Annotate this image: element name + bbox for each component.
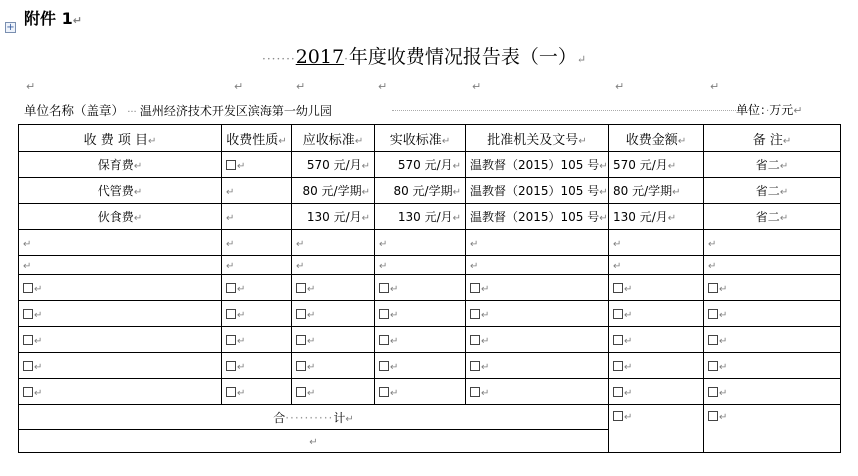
checkbox-icon: [708, 335, 718, 345]
header-fee-nature: 收费性质↵: [222, 125, 292, 152]
table-row-empty: ↵ ↵ ↵ ↵ ↵ ↵ ↵: [19, 275, 841, 301]
checkbox-icon: [379, 387, 389, 397]
checkbox-icon: [296, 335, 306, 345]
checkbox-icon: [613, 387, 623, 397]
cell-remarks: 省二↵: [704, 204, 841, 230]
checkbox-icon: [23, 309, 33, 319]
table-row: [19, 178, 841, 204]
checkbox-icon: [379, 361, 389, 371]
cell-fee-item: 伙食费↵: [19, 204, 222, 230]
table-row: [19, 204, 841, 230]
cell-actual-standard: 570 元/月↵: [375, 152, 466, 178]
checkbox-icon: [613, 335, 623, 345]
checkbox-icon: [296, 387, 306, 397]
cell-fee-item: 保育费↵: [19, 152, 222, 178]
checkbox-icon: [379, 335, 389, 345]
table-row: [19, 152, 841, 178]
unit-name-value: 温州经济技术开发区滨海第一幼儿园: [139, 104, 332, 118]
report-year: 2017: [295, 46, 345, 68]
checkbox-icon: [470, 335, 480, 345]
checkbox-icon: [23, 387, 33, 397]
checkbox-icon: [613, 361, 623, 371]
checkbox-icon: [296, 361, 306, 371]
checkbox-icon: [296, 283, 306, 293]
checkbox-icon: [226, 361, 236, 371]
checkbox-icon: [613, 411, 623, 421]
report-title: ·······2017·年度收费情况报告表（一）↵: [262, 46, 587, 68]
cell-approval-doc: 温教督（2015）105 号↵: [466, 152, 609, 178]
table-row-empty: ↵ ↵ ↵ ↵ ↵ ↵ ↵: [19, 379, 841, 405]
table-row-empty: ↵ ↵ ↵ ↵ ↵ ↵ ↵: [19, 256, 841, 275]
total-label: 合··········计↵: [19, 405, 609, 430]
checkbox-icon: [23, 361, 33, 371]
cell-fee-amount: 570 元/月↵: [609, 152, 704, 178]
table-row-empty: ↵ ↵ ↵ ↵ ↵ ↵ ↵: [19, 327, 841, 353]
cell-due-standard: 570 元/月↵: [292, 152, 375, 178]
report-title-text: 年度收费情况报告表（一）: [348, 46, 577, 68]
header-approval-doc: 批准机关及文号↵: [466, 125, 609, 152]
cell-fee-nature: ↵: [222, 204, 292, 230]
cell-actual-standard: 80 元/学期↵: [375, 178, 466, 204]
table-row-empty: ↵ ↵ ↵ ↵ ↵ ↵ ↵: [19, 353, 841, 379]
total-row-extra: ↵: [19, 430, 841, 453]
table-header-row: [19, 125, 841, 152]
checkbox-icon: [226, 387, 236, 397]
checkbox-icon: [613, 309, 623, 319]
cell-fee-nature: ↵: [222, 178, 292, 204]
checkbox-icon: [226, 160, 236, 170]
header-due-standard: 应收标准↵: [292, 125, 375, 152]
attachment-label: 附件 1↵: [24, 9, 82, 28]
checkbox-icon: [708, 387, 718, 397]
checkbox-icon: [226, 283, 236, 293]
cell-remarks: 省二↵: [704, 178, 841, 204]
checkbox-icon: [470, 283, 480, 293]
unit-name-label: 单位名称（盖章）: [24, 103, 125, 118]
checkbox-icon: [708, 283, 718, 293]
cell-due-standard: 130 元/月↵: [292, 204, 375, 230]
checkbox-icon: [296, 309, 306, 319]
checkbox-icon: [379, 283, 389, 293]
checkbox-icon: [226, 309, 236, 319]
cell-fee-nature: ↵: [222, 152, 292, 178]
currency-label: 单位：: [736, 103, 767, 117]
header-actual-standard: 实收标准↵: [375, 125, 466, 152]
checkbox-icon: [226, 335, 236, 345]
checkbox-icon: [613, 283, 623, 293]
checkbox-icon: [470, 387, 480, 397]
checkbox-icon: [470, 361, 480, 371]
cell-fee-amount: 130 元/月↵: [609, 204, 704, 230]
total-row: [19, 405, 841, 430]
table-move-handle-icon[interactable]: +: [6, 22, 15, 33]
cell-remarks: 省二↵: [704, 152, 841, 178]
checkbox-icon: [708, 411, 718, 421]
cell-approval-doc: 温教督（2015）105 号↵: [466, 178, 609, 204]
empty-paragraph-marks: ↵ ↵ ↵ ↵ ↵ ↵ ↵: [26, 80, 720, 93]
total-fee-amount: ↵: [609, 405, 704, 453]
table-row-empty: ↵ ↵ ↵ ↵ ↵ ↵ ↵: [19, 230, 841, 256]
checkbox-icon: [708, 361, 718, 371]
cell-fee-amount: 80 元/学期↵: [609, 178, 704, 204]
cell-approval-doc: 温教督（2015）105 号↵: [466, 204, 609, 230]
checkbox-icon: [379, 309, 389, 319]
header-fee-item: 收 费 项 目↵: [19, 125, 222, 152]
checkbox-icon: [23, 283, 33, 293]
cell-actual-standard: 130 元/月↵: [375, 204, 466, 230]
currency-value: 万元: [769, 103, 794, 117]
header-remarks: 备 注↵: [704, 125, 841, 152]
unit-info-row: 单位名称（盖章） ··· 温州经济技术开发区滨海第一幼儿园 单位：·万元↵: [24, 103, 803, 118]
cell-fee-item: 代管费↵: [19, 178, 222, 204]
checkbox-icon: [23, 335, 33, 345]
fee-report-table: [18, 124, 841, 453]
total-remarks: ↵: [704, 405, 841, 453]
table-row-empty: ↵ ↵ ↵ ↵ ↵ ↵ ↵: [19, 301, 841, 327]
checkbox-icon: [708, 309, 718, 319]
checkbox-icon: [470, 309, 480, 319]
header-fee-amount: 收费金额↵: [609, 125, 704, 152]
cell-due-standard: 80 元/学期↵: [292, 178, 375, 204]
